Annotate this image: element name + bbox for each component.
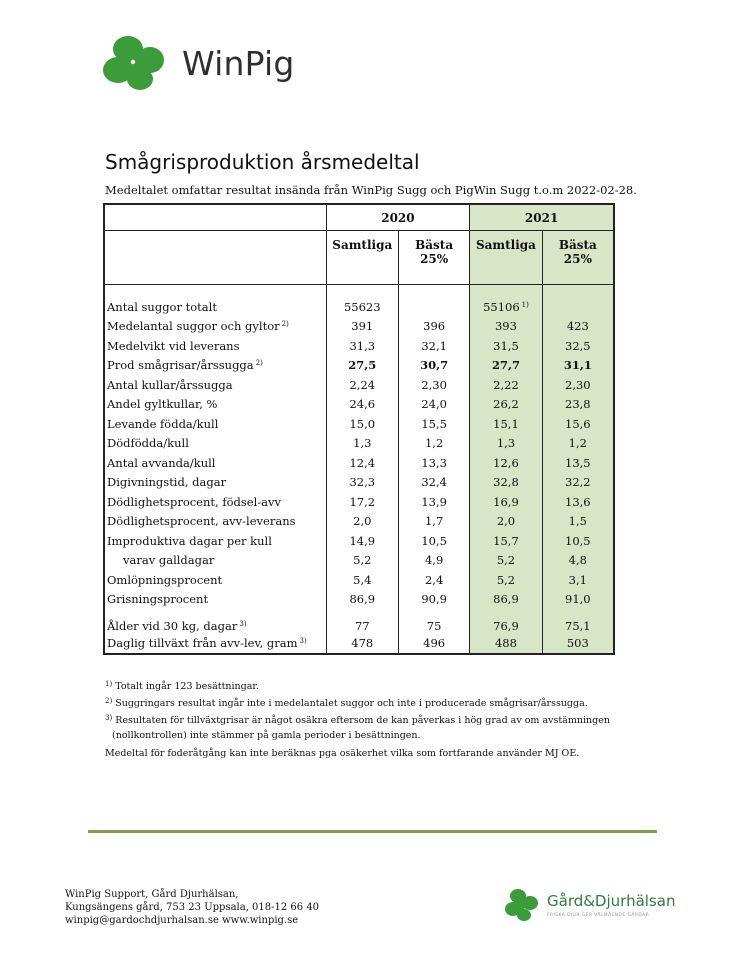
row-label	[104, 414, 326, 434]
cell-v2021-best	[542, 414, 614, 434]
table-row	[104, 512, 614, 532]
col-2020-all-label: Samtliga	[332, 238, 393, 252]
table-row	[104, 336, 614, 356]
cell-value: 32,3	[349, 475, 376, 490]
cell-v2020-best	[398, 395, 469, 415]
footer-divider	[88, 830, 657, 833]
cell-v2020-best	[398, 492, 469, 512]
row-label	[104, 633, 326, 654]
cell-value: 76,9	[493, 619, 519, 633]
cell-v2021-best	[542, 317, 614, 337]
cell-value: 4,9	[424, 553, 444, 568]
column-header-row	[104, 231, 614, 285]
contact-line-3: winpig@gardochdjurhalsan.se www.winpig.se	[65, 915, 299, 926]
cell-value: 1,7	[424, 514, 444, 529]
cell-value: 2,24	[349, 377, 376, 392]
col-2021-best-pct: 25%	[563, 252, 592, 266]
table-row	[104, 590, 614, 610]
cell-v2021-all	[470, 434, 542, 454]
cell-v2021-best	[542, 492, 614, 512]
table-row	[104, 375, 614, 395]
cell-v2021-best	[542, 356, 614, 376]
cell-v2020-best	[398, 317, 469, 337]
footnote-3-continued: (nollkontrollen) inte stämmer på gamla perioder i besättningen.	[112, 730, 421, 741]
cell-value: 32,1	[421, 338, 447, 353]
cell-v2021-best	[542, 453, 614, 473]
footnote-1-marker: 1)	[105, 680, 113, 688]
cell-v2021-best	[542, 375, 614, 395]
cell-value: 15,0	[349, 416, 376, 431]
cell-v2020-all	[326, 590, 398, 610]
footnote-ref: 2)	[255, 359, 263, 368]
row-label	[104, 473, 326, 493]
cell-v2020-best	[398, 414, 469, 434]
cell-v2021-best	[542, 590, 614, 610]
cell-value: 2,22	[493, 377, 519, 392]
winpig-logo	[100, 34, 294, 92]
footnote-ref: 2)	[281, 320, 289, 329]
footnote-ref: 1)	[521, 300, 529, 309]
cell-v2021-best	[542, 512, 614, 532]
row-label	[104, 297, 326, 317]
cell-value: 1,5	[568, 514, 587, 529]
cell-v2020-all	[326, 512, 398, 532]
table-row	[104, 570, 614, 590]
cell-value: 15,1	[493, 416, 519, 431]
row-label-text: Daglig tillväxt från avv-lev, gram	[107, 635, 298, 650]
row-label-text: Omlöpningsprocent	[107, 572, 223, 587]
cell-value: 5,2	[353, 553, 372, 568]
cell-v2020-best	[398, 551, 469, 571]
cell-v2020-all	[326, 570, 398, 590]
cell-v2021-all	[470, 512, 542, 532]
row-label	[104, 609, 326, 633]
cell-value: 26,2	[493, 397, 519, 412]
year-2021-header: 2021	[470, 204, 614, 231]
cell-v2020-all	[326, 473, 398, 493]
cell-v2021-all	[470, 531, 542, 551]
cell-value: 1,3	[496, 436, 516, 451]
header-empty-cell	[104, 204, 326, 231]
row-label	[104, 375, 326, 395]
contact-block	[65, 888, 319, 927]
table-row	[104, 297, 614, 317]
row-label	[104, 336, 326, 356]
row-label-text: Improduktiva dagar per kull	[107, 533, 272, 548]
cell-v2020-all	[326, 356, 398, 376]
row-label	[104, 356, 326, 376]
logo-wordmark: WinPig	[182, 43, 295, 83]
cell-v2020-all	[326, 453, 398, 473]
cell-v2020-all	[326, 609, 398, 633]
cell-value: 31,1	[563, 358, 592, 373]
col-2021-best	[542, 231, 614, 285]
cell-value: 24,0	[421, 397, 447, 412]
row-label-text: Andel gyltkullar, %	[107, 397, 218, 412]
footnote-2	[105, 694, 610, 711]
cell-value: 1,2	[424, 436, 444, 451]
row-label-text: Dödlighetsprocent, avv-leverans	[107, 514, 296, 529]
row-label	[104, 317, 326, 337]
footnotes	[105, 677, 610, 761]
cell-v2021-best	[542, 609, 614, 633]
row-label	[104, 531, 326, 551]
table-row	[104, 395, 614, 415]
table-row	[104, 609, 614, 633]
contact-line-1: WinPig Support, Gård Djurhälsan,	[65, 889, 239, 900]
row-label-text: Antal suggor totalt	[107, 299, 217, 314]
row-label-text: Antal avvanda/kull	[107, 455, 216, 470]
footnote-2-marker: 2)	[105, 697, 113, 705]
cell-value: 3,1	[568, 572, 587, 587]
cell-value: 55106	[483, 299, 520, 314]
cell-value: 86,9	[493, 592, 519, 607]
col-2020-best	[398, 231, 469, 285]
cell-v2020-all	[326, 336, 398, 356]
cell-v2021-all	[470, 336, 542, 356]
cell-value: 32,8	[493, 475, 519, 490]
col-2020-best-label: Bästa	[415, 238, 454, 252]
cell-value: 478	[351, 635, 374, 650]
cell-v2021-all	[470, 473, 542, 493]
page-subtitle: Medeltalet omfattar resultat insända från WinPig Sugg och PigWin Sugg t.o.m 2022-02-28.	[105, 183, 637, 197]
cell-value: 55623	[343, 299, 381, 314]
cell-v2021-all	[470, 356, 542, 376]
row-label-text: Medelantal suggor och gyltor	[107, 319, 280, 334]
cell-v2020-best	[398, 297, 469, 317]
row-label-text: Digivningstid, dagar	[107, 475, 227, 490]
row-label-text: Medelvikt vid leverans	[107, 338, 240, 353]
cell-v2021-best	[542, 434, 614, 454]
cell-value: 24,6	[349, 397, 376, 412]
cell-v2020-all	[326, 375, 398, 395]
cell-value: 391	[351, 319, 374, 334]
page-title: Smågrisproduktion årsmedeltal	[105, 150, 420, 174]
footnote-3-marker: 3)	[105, 714, 113, 722]
cell-v2021-all	[470, 375, 542, 395]
cell-v2021-all	[470, 317, 542, 337]
partner-logo	[503, 887, 675, 923]
cell-v2020-all	[326, 317, 398, 337]
col-2021-all-label: Samtliga	[475, 238, 536, 252]
cell-value: 91,0	[565, 592, 591, 607]
stats-table	[103, 203, 615, 655]
row-label-text: Grisningsprocent	[107, 592, 209, 607]
cell-v2020-best	[398, 434, 469, 454]
row-label-text: Ålder vid 30 kg, dagar	[107, 619, 238, 633]
footnote-1-text: Totalt ingår 123 besättningar.	[115, 681, 259, 692]
cell-value: 2,30	[421, 377, 447, 392]
cell-value: 17,2	[349, 494, 376, 509]
cell-value: 5,2	[496, 572, 516, 587]
cell-v2021-best	[542, 633, 614, 654]
cell-value: 5,4	[353, 572, 372, 587]
cell-value: 30,7	[420, 358, 449, 373]
cell-value: 75	[426, 619, 442, 633]
cell-value: 32,4	[421, 475, 447, 490]
cell-v2020-best	[398, 356, 469, 376]
cell-value: 13,5	[565, 455, 591, 470]
cell-v2020-best	[398, 633, 469, 654]
footnote-3-text: Resultaten för tillväxtgrisar är något osäkra eftersom de kan påverkas i hög grad av om avstämningen	[115, 715, 610, 726]
cell-v2020-best	[398, 336, 469, 356]
cell-value: 1,3	[353, 436, 372, 451]
cell-value: 503	[566, 635, 589, 650]
cell-value: 16,9	[493, 494, 519, 509]
row-label-text: Levande födda/kull	[107, 416, 219, 431]
row-label	[104, 551, 326, 571]
footnote-ref: 3)	[299, 636, 307, 645]
row-label	[104, 395, 326, 415]
cell-v2020-best	[398, 375, 469, 395]
cell-value: 2,0	[496, 514, 516, 529]
cell-value: 12,4	[349, 455, 376, 470]
table-row	[104, 356, 614, 376]
cell-value: 488	[494, 635, 517, 650]
cell-v2021-best	[542, 395, 614, 415]
table-row	[104, 453, 614, 473]
cell-value: 4,8	[568, 553, 587, 568]
row-label	[104, 492, 326, 512]
cell-v2021-all	[470, 570, 542, 590]
cell-value: 12,6	[493, 455, 519, 470]
cell-v2020-all	[326, 434, 398, 454]
cell-value: 23,8	[565, 397, 591, 412]
cell-v2021-best	[542, 570, 614, 590]
cell-v2020-best	[398, 590, 469, 610]
feed-note: Medeltal för foderåtgång kan inte beräknas pga osäkerhet vilka som fortfarande använder MJ OE.	[105, 748, 580, 759]
footnote-3	[105, 711, 610, 728]
cell-v2020-all	[326, 551, 398, 571]
col-2020-all	[326, 231, 398, 285]
cell-value: 5,2	[496, 553, 516, 568]
table-row	[104, 317, 614, 337]
cell-value: 13,3	[421, 455, 447, 470]
cell-v2020-all	[326, 395, 398, 415]
row-label-text: varav galldagar	[123, 553, 215, 568]
cell-v2020-all	[326, 414, 398, 434]
cell-value: 75,1	[565, 619, 591, 633]
year-header-row	[104, 204, 614, 231]
cell-v2021-best	[542, 336, 614, 356]
cell-v2020-all	[326, 531, 398, 551]
cell-v2020-best	[398, 531, 469, 551]
cell-v2021-all	[470, 453, 542, 473]
col-2021-all	[470, 231, 542, 285]
cell-value: 32,5	[565, 338, 591, 353]
table-row	[104, 434, 614, 454]
cell-value: 396	[423, 319, 446, 334]
cell-v2021-all	[470, 551, 542, 571]
cell-value: 15,5	[421, 416, 447, 431]
table-row	[104, 531, 614, 551]
cell-value: 13,6	[565, 494, 591, 509]
cell-v2020-best	[398, 570, 469, 590]
clover-icon	[503, 887, 541, 923]
cell-v2021-all	[470, 297, 542, 317]
col-2021-best-label: Bästa	[558, 238, 597, 252]
col-2020-best-pct: 25%	[420, 252, 449, 266]
cell-value: 496	[423, 635, 446, 650]
cell-value: 90,9	[421, 592, 447, 607]
cell-v2021-best	[542, 473, 614, 493]
cell-value: 77	[354, 619, 370, 633]
cell-v2020-best	[398, 609, 469, 633]
row-label-text: Antal kullar/årssugga	[107, 377, 233, 392]
cell-value: 86,9	[349, 592, 376, 607]
cell-v2020-best	[398, 473, 469, 493]
row-label-text: Dödfödda/kull	[107, 436, 189, 451]
cell-value: 10,5	[565, 533, 591, 548]
cell-value: 31,5	[493, 338, 519, 353]
footnote-2-text: Suggringars resultat ingår inte i medelantalet suggor och inte i producerade smågrisar/årssugga.	[115, 698, 588, 709]
header-empty-cell	[104, 231, 326, 285]
cell-value: 1,2	[568, 436, 587, 451]
cell-v2021-all	[470, 633, 542, 654]
cell-v2020-best	[398, 453, 469, 473]
cell-v2021-all	[470, 609, 542, 633]
cell-v2021-best	[542, 531, 614, 551]
cell-value: 2,4	[424, 572, 444, 587]
cell-v2020-all	[326, 633, 398, 654]
cell-value: 15,7	[493, 533, 519, 548]
table-row	[104, 633, 614, 654]
cell-v2021-all	[470, 492, 542, 512]
row-label-text: Prod smågrisar/årssugga	[107, 358, 254, 373]
cell-value: 15,6	[565, 416, 591, 431]
cell-v2021-all	[470, 414, 542, 434]
cell-value: 10,5	[421, 533, 447, 548]
footnote-1	[105, 677, 610, 694]
cell-v2021-best	[542, 551, 614, 571]
cell-value: 32,2	[565, 475, 591, 490]
clover-icon	[100, 34, 172, 92]
cell-value: 2,0	[353, 514, 372, 529]
cell-value: 14,9	[349, 533, 376, 548]
spacer-row	[104, 285, 614, 298]
cell-v2020-all	[326, 492, 398, 512]
row-label-text: Dödlighetsprocent, födsel-avv	[107, 494, 281, 509]
cell-value: 13,9	[421, 494, 447, 509]
cell-v2021-all	[470, 590, 542, 610]
table-row	[104, 414, 614, 434]
table-row	[104, 492, 614, 512]
year-2020-header: 2020	[326, 204, 470, 231]
cell-v2020-best	[398, 512, 469, 532]
cell-v2021-all	[470, 395, 542, 415]
cell-value: 31,3	[349, 338, 376, 353]
footnote-ref: 3)	[239, 620, 247, 628]
cell-value: 423	[566, 319, 589, 334]
row-label	[104, 434, 326, 454]
row-label	[104, 590, 326, 610]
cell-value: 2,30	[565, 377, 591, 392]
cell-value: 393	[494, 319, 517, 334]
row-label	[104, 453, 326, 473]
cell-value: 27,5	[348, 358, 377, 373]
partner-tagline: FRISKA DJUR GER VÄLMÅENDE GÅRDAR	[547, 913, 650, 918]
contact-line-2: Kungsängens gård, 753 23 Uppsala, 018-12 66 40	[65, 902, 320, 913]
cell-v2021-best	[542, 297, 614, 317]
table-row	[104, 473, 614, 493]
row-label	[104, 570, 326, 590]
row-label	[104, 512, 326, 532]
partner-name: Gård&Djurhälsan	[547, 892, 676, 910]
cell-value: 27,7	[491, 358, 520, 373]
cell-v2020-all	[326, 297, 398, 317]
table-row	[104, 551, 614, 571]
